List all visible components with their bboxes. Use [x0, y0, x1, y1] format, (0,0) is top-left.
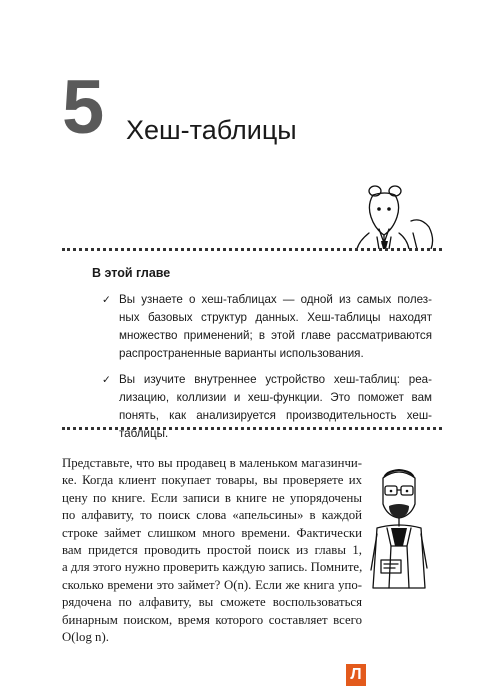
goal-line: Вы узнаете о хеш-таблицах — одной из самых полез-: [119, 293, 432, 306]
box-top-rule: [62, 248, 442, 251]
body-paragraph: [62, 455, 362, 646]
goal-item: [102, 291, 432, 363]
rat-illustration: [355, 183, 439, 249]
checkmark-icon: ✓: [102, 374, 111, 386]
goal-line: распространенные варианты использования.: [119, 347, 364, 360]
body-line: а для этого нужно проверить каждую запись. Помните,: [62, 560, 363, 575]
chapter-title: Хеш-таблицы: [126, 115, 297, 145]
body-line: ке. Когда клиент покупает товары, вы проверяете их: [62, 473, 362, 488]
body-line: вам придется проводить простой поиск из главы 1,: [62, 542, 362, 557]
intro-box-heading: В этой главе: [92, 266, 171, 280]
goal-line: лизацию, коллизии и хеш-функции. Это поможет вам: [119, 391, 432, 404]
checkmark-icon: ✓: [102, 294, 111, 306]
body-line: рядочена по алфавиту, вы сможете воспользоваться: [62, 595, 362, 610]
body-line: O(log n).: [62, 629, 109, 644]
body-line: Представьте, что вы продавец в маленьком магазинчи-: [62, 456, 362, 470]
shopkeeper-illustration: [369, 464, 431, 596]
goal-line: ных базовых структур данных. Хеш-таблицы находят: [119, 311, 432, 324]
box-bottom-rule: [62, 427, 442, 430]
goal-line: понять, как анализируется производительность хеш-: [119, 409, 432, 422]
body-line: сколько времени это займет? O(n). Если же книга упо-: [62, 577, 362, 592]
rat-eye-right-icon: [387, 207, 391, 211]
goal-line: Вы изучите внутреннее устройство хеш-таблиц: реа-: [119, 373, 432, 386]
rat-eye-left-icon: [377, 207, 381, 211]
goal-item: [102, 371, 432, 443]
goal-line: множество применений; в этой главе рассматриваются: [119, 329, 432, 342]
body-line: строке займет слишком много времени. Фактически: [62, 525, 362, 540]
body-line: бинарным поиском, время которого составляет всего: [62, 612, 362, 627]
publisher-logo-icon: Л: [346, 664, 366, 686]
goal-line: таблицы.: [119, 427, 169, 440]
chapter-number: 5: [62, 65, 105, 150]
body-line: по алфавиту, то поиск слова «апельсины» в каждой: [62, 508, 362, 523]
body-line: цену по книге. Если записи в книге не упорядочены: [62, 490, 362, 505]
